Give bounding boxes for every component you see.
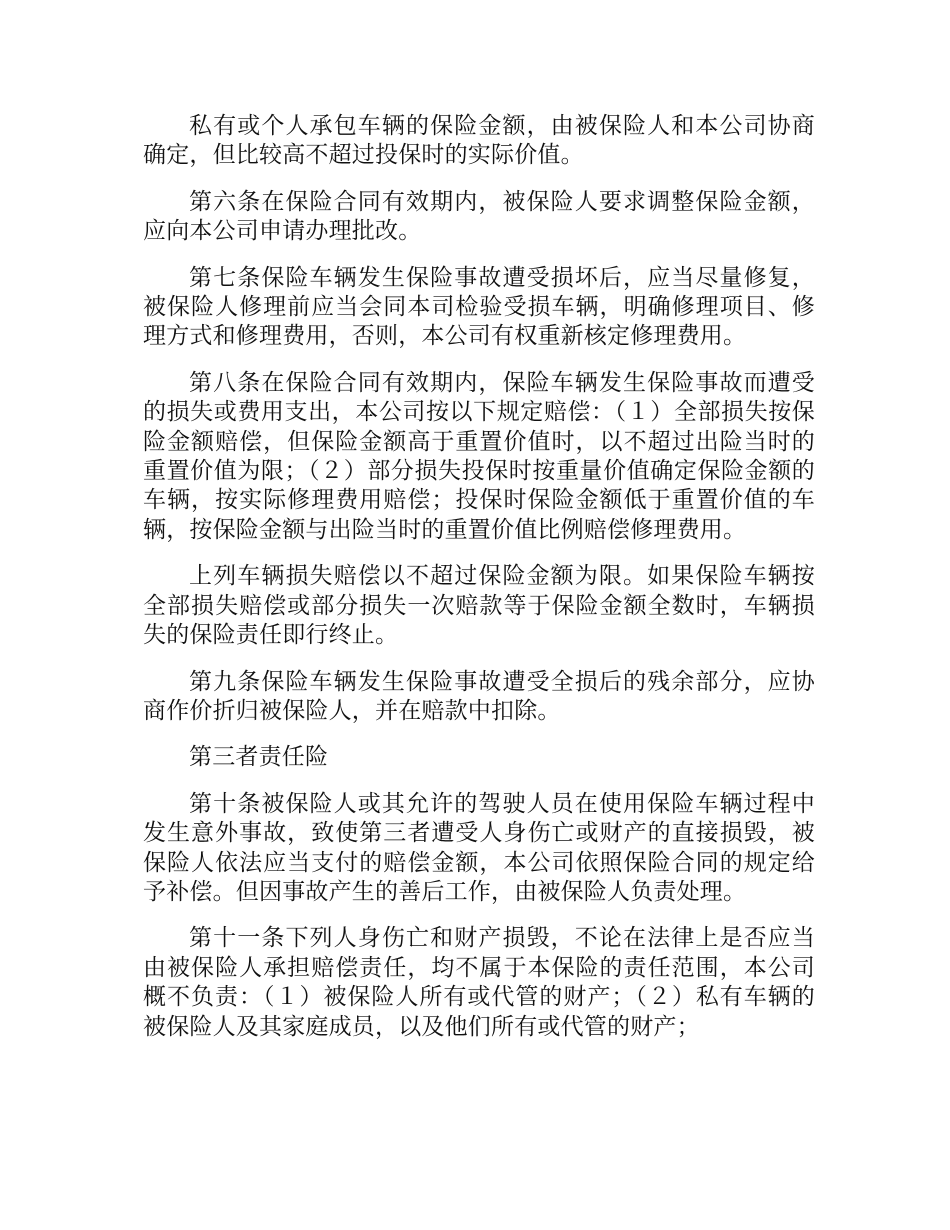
- paragraph-loss-compensation-limit: 上列车辆损失赔偿以不超过保险金额为限。如果保险车辆按全部损失赔偿或部分损失一次赔款等于保险金额全数时，车辆损失的保险责任即行终止。: [143, 563, 815, 649]
- section-heading-third-party-liability: 第三者责任险: [189, 744, 329, 771]
- paragraph-article-6: 第六条在保险合同有效期内，被保险人要求调整保险金额，应向本公司申请办理批改。: [143, 188, 815, 245]
- paragraph-article-10: 第十条被保险人或其允许的驾驶人员在使用保险车辆过程中发生意外事故，致使第三者遭受人身伤亡或财产的直接损毁，被保险人依法应当支付的赔偿金额，本公司依照保险合同的规定给予补偿。但因事故产生的善后工作，由被保险人负责处理。: [143, 790, 815, 905]
- paragraph-article-8: 第八条在保险合同有效期内，保险车辆发生保险事故而遭受的损失或费用支出，本公司按以下规定赔偿：（１）全部损失按保险金额赔偿，但保险金额高于重置价值时，以不超过出险当时的重置价值为限；（２）部分损失投保时按重量价值确定保险金额的车辆，按实际修理费用赔偿；投保时保险金额低于重置价值的车辆，按保险金额与出险当时的重置价值比例赔偿修理费用。: [143, 369, 815, 543]
- paragraph-article-7: 第七条保险车辆发生保险事故遭受损坏后，应当尽量修复，被保险人修理前应当会同本司检验受损车辆，明确修理项目、修理方式和修理费用，否则，本公司有权重新核定修理费用。: [143, 264, 815, 350]
- paragraph-article-9: 第九条保险车辆发生保险事故遭受全损后的残余部分，应协商作价折归被保险人，并在赔款中扣除。: [143, 668, 815, 724]
- paragraph-article-11: 第十一条下列人身伤亡和财产损毁，不论在法律上是否应当由被保险人承担赔偿责任，均不属于本保险的责任范围，本公司概不负责：（１）被保险人所有或代管的财产；（２）私有车辆的被保险人及其家庭成员，以及他们所有或代管的财产；: [143, 925, 815, 1040]
- document-body: [143, 112, 815, 1059]
- paragraph-insured-amount-private: 私有或个人承包车辆的保险金额，由被保险人和本公司协商确定，但比较高不超过投保时的实际价值。: [143, 113, 815, 169]
